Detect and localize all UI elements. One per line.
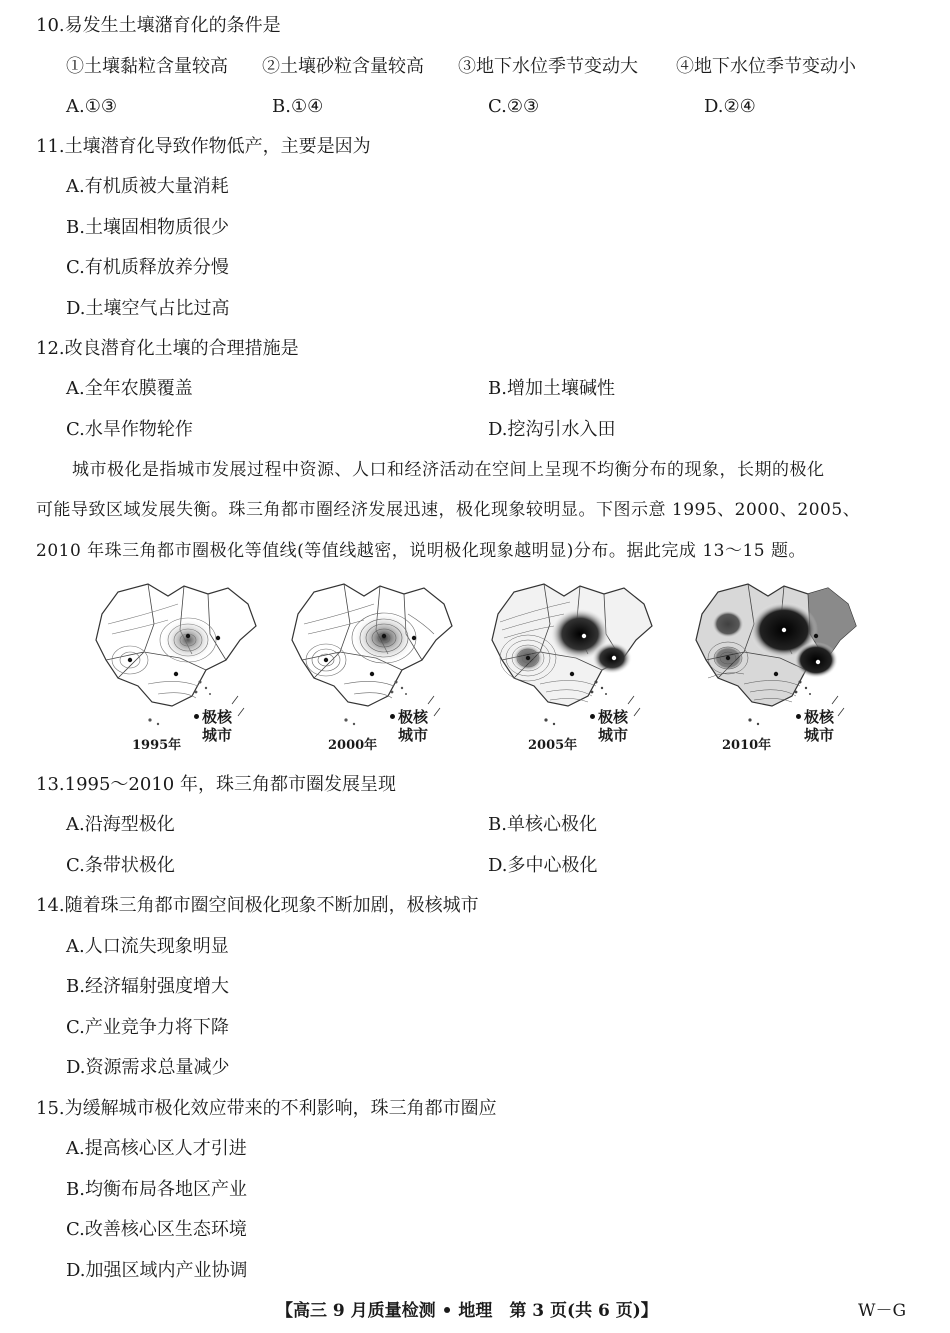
map-year-label: 2000年 — [328, 738, 378, 753]
q13-stem: 13.1995～2010 年，珠三角都市圈发展呈现 — [36, 774, 396, 795]
map-legend-label: 极核城市 — [398, 708, 438, 744]
map-year-label: 2010年 — [722, 738, 772, 753]
pole-city-dot-icon — [390, 714, 395, 719]
q15-option-c: C.改善核心区生态环境 — [66, 1219, 247, 1240]
q11-option-b: B.土壤固相物质很少 — [66, 217, 229, 238]
q14-option-c: C.产业竞争力将下降 — [66, 1017, 229, 1038]
map-2005-contours — [484, 574, 674, 756]
passage-line-2: 可能导致区域发展失衡。珠三角都市圈经济发展迅速，极化现象较明显。下图示意 1995、2000、2005、 — [36, 500, 861, 520]
q15-option-d: D.加强区域内产业协调 — [66, 1260, 248, 1281]
map-legend-label: 极核城市 — [598, 708, 638, 744]
q10-item-3: ③地下水位季节变动大 — [458, 56, 638, 77]
q13-option-d: D.多中心极化 — [488, 855, 598, 876]
q14-option-d: D.资源需求总量减少 — [66, 1057, 230, 1078]
q10-option-b: B.①④ — [272, 96, 324, 117]
map-legend-label: 极核城市 — [202, 708, 242, 744]
map-panel-1995 — [88, 574, 278, 756]
passage-line-1: 城市极化是指城市发展过程中资源、人口和经济活动在空间上呈现不均衡分布的现象，长期的极化 — [72, 460, 825, 480]
map-1995-contours — [88, 574, 278, 756]
map-panel-2010 — [688, 574, 878, 756]
q11-option-a: A.有机质被大量消耗 — [66, 176, 229, 197]
q11-option-c: C.有机质释放养分慢 — [66, 257, 229, 278]
map-panel-2005 — [484, 574, 674, 756]
q10-option-a: A.①③ — [66, 96, 117, 117]
map-year-label: 2005年 — [528, 738, 578, 753]
q14-option-a: A.人口流失现象明显 — [66, 936, 229, 957]
q10-option-d: D.②④ — [704, 96, 756, 117]
paper-code: W－G — [858, 1301, 907, 1321]
map-legend-label: 极核城市 — [804, 708, 844, 744]
q10-option-c: C.②③ — [488, 96, 540, 117]
q10-stem: 10.易发生土壤潴育化的条件是 — [36, 15, 281, 36]
map-year-label: 1995年 — [132, 738, 182, 753]
q13-option-c: C.条带状极化 — [66, 855, 175, 876]
q12-option-d: D.挖沟引水入田 — [488, 419, 616, 440]
map-2000-contours — [284, 574, 474, 756]
map-panel-2000 — [284, 574, 474, 756]
q12-option-a: A.全年农膜覆盖 — [66, 378, 193, 399]
q13-option-a: A.沿海型极化 — [66, 814, 175, 835]
q13-option-b: B.单核心极化 — [488, 814, 597, 835]
passage-line-3: 2010 年珠三角都市圈极化等值线(等值线越密，说明极化现象越明显)分布。据此完成 13～15 题。 — [36, 541, 807, 561]
pole-city-dot-icon — [796, 714, 801, 719]
q14-stem: 14.随着珠三角都市圈空间极化现象不断加剧，极核城市 — [36, 895, 479, 916]
q11-option-d: D.土壤空气占比过高 — [66, 298, 230, 319]
q10-item-2: ②土壤砂粒含量较高 — [262, 56, 424, 77]
q10-item-4: ④地下水位季节变动小 — [676, 56, 856, 77]
q12-option-b: B.增加土壤碱性 — [488, 378, 615, 399]
q12-option-c: C.水旱作物轮作 — [66, 419, 193, 440]
page-footer: 【高三 9 月质量检测 • 地理 第 3 页(共 6 页)】 — [276, 1301, 658, 1321]
polarization-maps-figure — [88, 574, 860, 756]
q14-option-b: B.经济辐射强度增大 — [66, 976, 229, 997]
q15-stem: 15.为缓解城市极化效应带来的不利影响，珠三角都市圈应 — [36, 1098, 497, 1119]
q10-item-1: ①土壤黏粒含量较高 — [66, 56, 228, 77]
pole-city-dot-icon — [590, 714, 595, 719]
q15-option-b: B.均衡布局各地区产业 — [66, 1179, 247, 1200]
q12-stem: 12.改良潜育化土壤的合理措施是 — [36, 338, 299, 359]
q15-option-a: A.提高核心区人才引进 — [66, 1138, 247, 1159]
q11-stem: 11.土壤潜育化导致作物低产，主要是因为 — [36, 136, 371, 157]
pole-city-dot-icon — [194, 714, 199, 719]
